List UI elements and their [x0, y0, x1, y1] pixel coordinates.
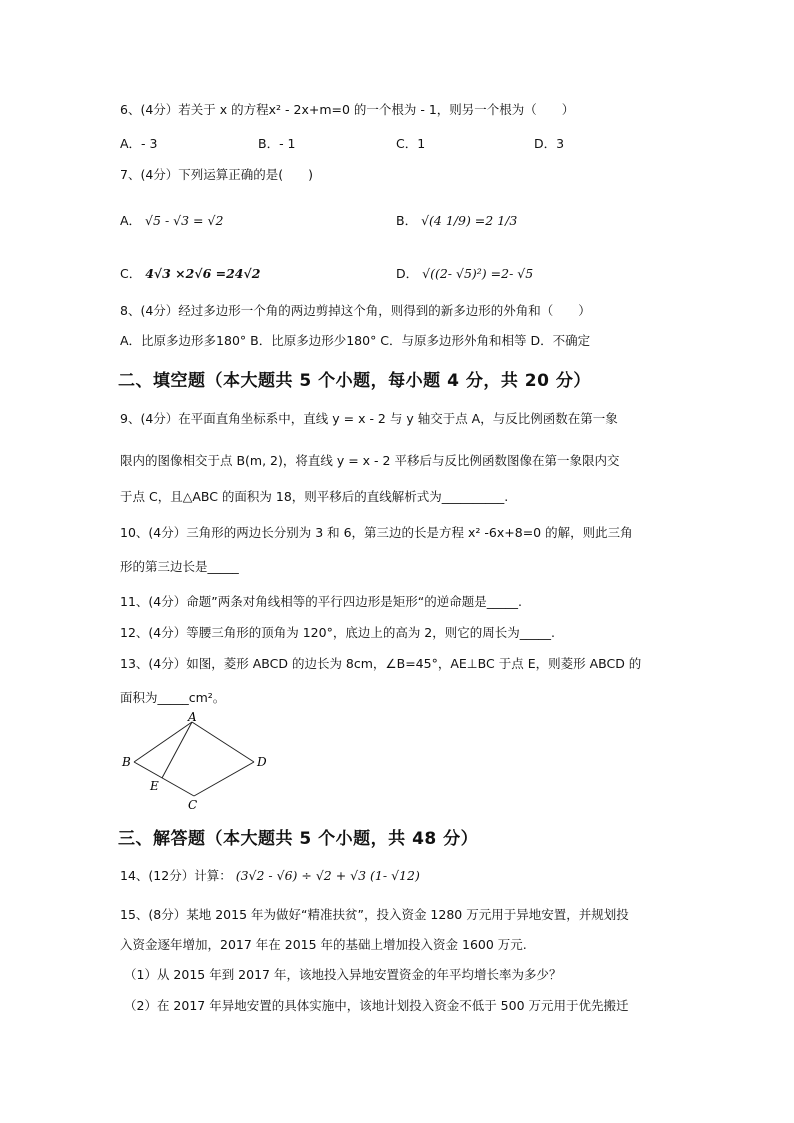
question-6-text: 6、(4分）若关于 x 的方程x² - 2x+m=0 的一个根为 - 1，则另一个根为（ ） [120, 102, 575, 117]
question-15-part-2: （2）在 2017 年异地安置的具体实施中，该地计划投入资金不低于 500 万元用于优先搬迁 [124, 998, 629, 1013]
edge-dc [194, 762, 254, 796]
q7-option-d-expr: √((2- √5)²) =2- √5 [422, 266, 534, 281]
edge-ad [192, 722, 254, 762]
question-9-line-2: 限内的图像相交于点 B(m, 2)，将直线 y = x - 2 平移后与反比例函数图像在第一象限内交 [120, 453, 620, 468]
label-a: A [188, 710, 197, 724]
q14-prefix: 14、(12分）计算： [120, 868, 232, 883]
q7-option-d-label: D． [396, 266, 419, 281]
q7-option-c-label: C． [120, 266, 142, 281]
question-9-line-1: 9、(4分）在平面直角坐标系中，直线 y = x - 2 与 y 轴交于点 A，与反比例函数在第一象 [120, 411, 618, 426]
question-15-part-1: （1）从 2015 年到 2017 年，该地投入异地安置资金的年平均增长率为多少？ [124, 967, 562, 982]
label-c: C [188, 798, 198, 812]
question-13-line-2: 面积为_____cm²。 [120, 690, 226, 705]
question-8-text: 8、(4分）经过多边形一个角的两边剪掉这个角，则得到的新多边形的外角和（ ） [120, 303, 591, 318]
q6-option-a: A．- 3 [120, 136, 158, 151]
question-10-line-1: 10、(4分）三角形的两边长分别为 3 和 6，第三边的长是方程 x² -6x+8=0 的解，则此三角 [120, 525, 633, 540]
label-d: D [257, 755, 267, 769]
edge-ab [134, 722, 192, 762]
q8-options: A．比原多边形多180° B．比原多边形少180° C．与原多边形外角和相等 D．不确定 [120, 333, 591, 348]
q7-option-c-expr: 4√3 ×2√6 =24√2 [145, 266, 261, 281]
q7-option-d [396, 264, 533, 282]
q7-option-c [120, 264, 260, 282]
question-14 [120, 867, 420, 885]
q7-option-a [120, 211, 223, 229]
q14-expression: (3√2 - √6) ÷ √2 + √3 (1- √12) [235, 868, 420, 883]
label-e: E [150, 779, 159, 793]
question-15-line-2: 入资金逐年增加，2017 年在 2015 年的基础上增加投入资金 1600 万元. [120, 937, 527, 952]
altitude-ae [162, 722, 192, 778]
q7-option-a-expr: √5 - √3 = √2 [145, 213, 224, 228]
question-15-line-1: 15、(8分）某地 2015 年为做好“精准扶贫”，投入资金 1280 万元用于异地安置，并规划投 [120, 907, 629, 922]
section-2-heading: 二、填空题（本大题共 5 个小题，每小题 4 分，共 20 分） [118, 371, 591, 391]
question-13-line-1: 13、(4分）如图，菱形 ABCD 的边长为 8cm，∠B=45°，AE⊥BC 于点 E，则菱形 ABCD 的 [120, 656, 642, 671]
question-10-line-2: 形的第三边长是_____ [120, 559, 239, 574]
q7-option-a-label: A． [120, 213, 142, 228]
q6-option-b: B．- 1 [258, 136, 296, 151]
question-12-text: 12、(4分）等腰三角形的顶角为 120°，底边上的高为 2，则它的周长为_____. [120, 625, 555, 640]
q7-option-b [396, 211, 517, 229]
rhombus-figure [118, 708, 278, 816]
question-9-line-3: 于点 C，且△ABC 的面积为 18，则平移后的直线解析式为__________. [120, 489, 509, 504]
question-7-text: 7、(4分）下列运算正确的是( ) [120, 167, 314, 182]
q6-option-c: C．1 [396, 136, 426, 151]
q6-option-d: D．3 [534, 136, 565, 151]
q7-option-b-expr: √(4 1/9) =2 1/3 [421, 213, 518, 228]
label-b: B [122, 755, 131, 769]
edge-bc [134, 762, 194, 796]
section-3-heading: 三、解答题（本大题共 5 个小题，共 48 分） [118, 829, 479, 849]
question-11-text: 11、(4分）命题”两条对角线相等的平行四边形是矩形“的逆命题是_____. [120, 594, 522, 609]
q7-option-b-label: B． [396, 213, 418, 228]
